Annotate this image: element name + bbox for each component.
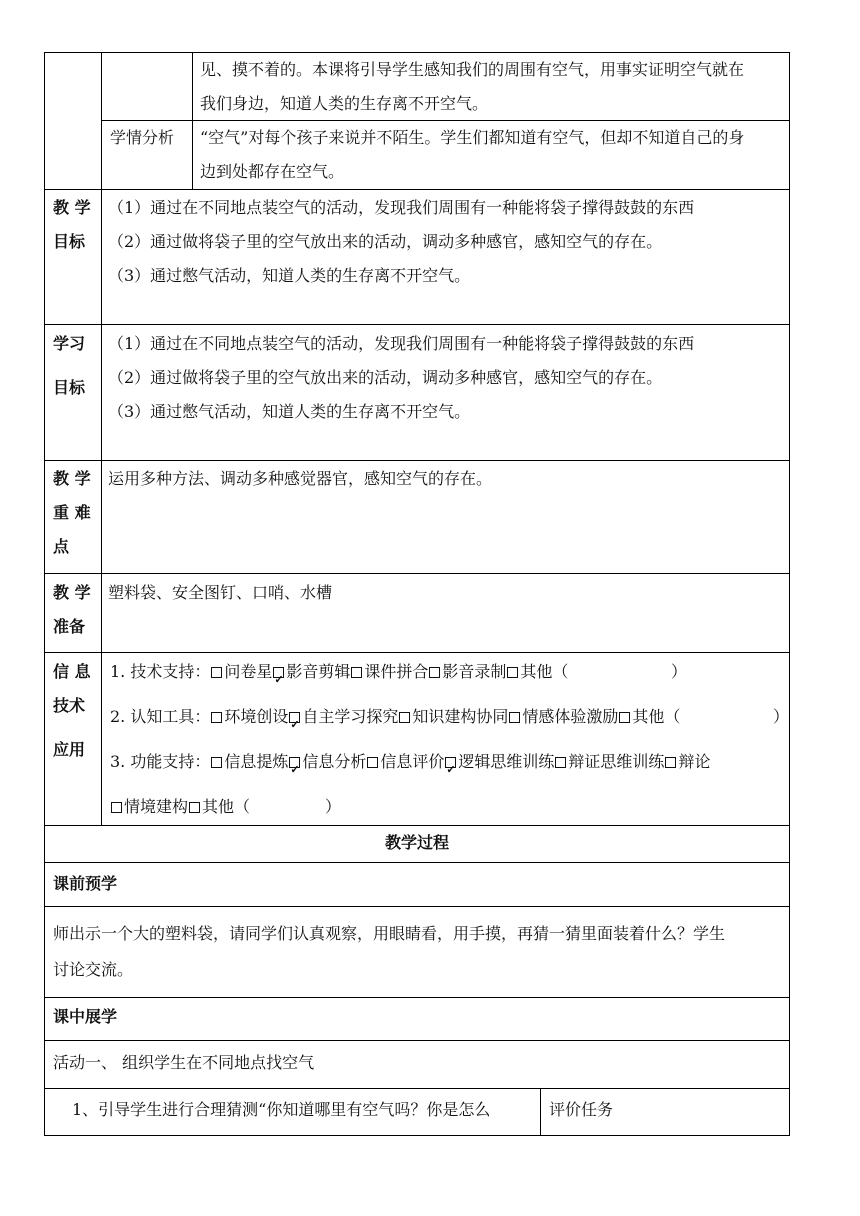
xueqing-line-2: 边到处都存在空气。 (200, 162, 345, 181)
checkbox-label: 信息提炼 (224, 752, 289, 771)
checkbox[interactable] (507, 667, 518, 678)
jiaoxue-mubiao-item: （3）通过憋气活动，知道人类的生存离不开空气。 (108, 266, 471, 285)
checkbox[interactable] (399, 712, 410, 723)
intro-line-1: 见、摸不着的。本课将引导学生感知我们的周围有空气，用事实证明空气就在 (200, 60, 745, 79)
row-divider (44, 862, 790, 863)
table-border-right (789, 52, 790, 1135)
checkbox[interactable] (665, 757, 676, 768)
checkbox[interactable] (211, 712, 222, 723)
pre-study-text-2: 讨论交流。 (53, 960, 134, 979)
jiaoxue-mubiao-label-2: 目标 (53, 232, 86, 251)
zhunbei-label-1: 教 学 (53, 583, 91, 602)
checkbox[interactable] (367, 757, 378, 768)
checkbox-label: 影音剪辑 (286, 662, 351, 681)
function-support-row (110, 745, 710, 779)
row-divider (44, 460, 790, 461)
checkbox[interactable] (189, 802, 200, 813)
zhongnandian-text: 运用多种方法、调动多种感觉器官，感知空气的存在。 (108, 469, 493, 488)
row-divider (44, 1088, 790, 1089)
checkbox-label: 辩论 (678, 752, 711, 771)
checkbox-label: 信息分析 (302, 752, 367, 771)
jiaoxue-mubiao-item: （2）通过做将袋子里的空气放出来的活动，调动多种感官，感知空气的存在。 (108, 232, 663, 251)
xuexi-mubiao-label-2: 目标 (53, 378, 86, 397)
cognitive-tool-row (110, 700, 680, 734)
tech-support-prefix: 1. 技术支持： (110, 662, 211, 681)
checkbox[interactable] (211, 757, 222, 768)
checkbox[interactable] (619, 712, 630, 723)
row-divider (44, 573, 790, 574)
evaluation-task-label: 评价任务 (549, 1100, 614, 1119)
checkbox-label: 辩证思维训练 (568, 752, 665, 771)
function-support-row-cont (110, 790, 250, 824)
row-divider (44, 997, 790, 998)
row-divider (44, 324, 790, 325)
checkbox-label: 其他（ (202, 797, 251, 816)
checkbox-label: 情感体验激励 (522, 707, 619, 726)
pre-study-text-1: 师出示一个大的塑料袋，请同学们认真观察，用眼睛看，用手摸，再猜一猜里面装着什么？学生 (53, 924, 726, 943)
xuexi-mubiao-item: （2）通过做将袋子里的空气放出来的活动，调动多种感官，感知空气的存在。 (108, 368, 663, 387)
checkbox[interactable] (289, 712, 300, 723)
xuexi-mubiao-label-1: 学习 (53, 334, 86, 353)
xuexi-mubiao-item: （3）通过憋气活动，知道人类的生存离不开空气。 (108, 402, 471, 421)
zhongnandian-label-2: 重 难 (53, 503, 91, 522)
process-title: 教学过程 (384, 833, 449, 852)
jiaoxue-mubiao-label-1: 教 学 (53, 198, 91, 217)
checkbox-label: 问卷星 (224, 662, 273, 681)
checkbox-label: 影音录制 (442, 662, 507, 681)
checkbox[interactable] (509, 712, 520, 723)
activity-one: 活动一、 组织学生在不同地点找空气 (53, 1053, 315, 1072)
intro-line-2: 我们身边，知道人类的生存离不开空气。 (200, 94, 489, 113)
checkbox[interactable] (111, 802, 122, 813)
xinxi-label-1: 信 息 (53, 662, 91, 681)
checkbox-label: 其他（ (632, 707, 681, 726)
row-divider (44, 189, 790, 190)
checkbox[interactable] (211, 667, 222, 678)
jiaoxue-mubiao-item: （1）通过在不同地点装空气的活动，发现我们周围有一种能将袋子撑得鼓鼓的东西 (108, 198, 695, 217)
step-one: 1、引导学生进行合理猜测“你知道哪里有空气吗？你是怎么 (72, 1100, 491, 1119)
cognitive-tool-suffix: ） (773, 707, 790, 726)
checkbox-label: 情境建构 (124, 797, 189, 816)
pre-study-label: 课前预学 (53, 874, 118, 893)
checkbox-label: 环境创设 (224, 707, 289, 726)
checkbox-label: 自主学习探究 (302, 707, 399, 726)
checkbox-label: 信息评价 (380, 752, 445, 771)
xinxi-label-2: 技术 (53, 696, 86, 715)
label-column-divider (101, 52, 102, 825)
tech-support-suffix: ） (671, 662, 688, 681)
xueqing-label: 学情分析 (110, 128, 175, 147)
checkbox[interactable] (429, 667, 440, 678)
xueqing-line-1: “空气”对每个孩子来说并不陌生。学生们都知道有空气，但却不知道自己的身 (200, 128, 745, 147)
row-divider (44, 1040, 790, 1041)
table-border-bottom (44, 1135, 790, 1136)
zhunbei-label-2: 准备 (53, 617, 86, 636)
xuexi-mubiao-item: （1）通过在不同地点装空气的活动，发现我们周围有一种能将袋子撑得鼓鼓的东西 (108, 334, 695, 353)
checkbox[interactable] (445, 757, 456, 768)
function-support-suffix: ） (325, 797, 342, 816)
eval-column-divider (540, 1088, 541, 1135)
mid-study-label: 课中展学 (53, 1007, 118, 1026)
checkbox-label: 课件拼合 (364, 662, 429, 681)
row-divider (44, 906, 790, 907)
sublabel-column-divider (192, 52, 193, 189)
checkbox[interactable] (289, 757, 300, 768)
table-border-left (44, 52, 45, 1135)
zhunbei-text: 塑料袋、安全图钉、口哨、水槽 (108, 583, 333, 602)
xinxi-label-3: 应用 (53, 740, 86, 759)
checkbox[interactable] (273, 667, 284, 678)
tech-support-row (110, 655, 568, 689)
checkbox-label: 知识建构协同 (412, 707, 509, 726)
checkbox-label: 其他（ (520, 662, 569, 681)
checkbox-label: 逻辑思维训练 (458, 752, 555, 771)
cognitive-tool-prefix: 2. 认知工具： (110, 707, 211, 726)
row-divider (44, 652, 790, 653)
zhongnandian-label-1: 教 学 (53, 469, 91, 488)
function-support-prefix: 3. 功能支持： (110, 752, 211, 771)
checkbox[interactable] (555, 757, 566, 768)
zhongnandian-label-3: 点 (53, 537, 70, 556)
checkbox[interactable] (351, 667, 362, 678)
